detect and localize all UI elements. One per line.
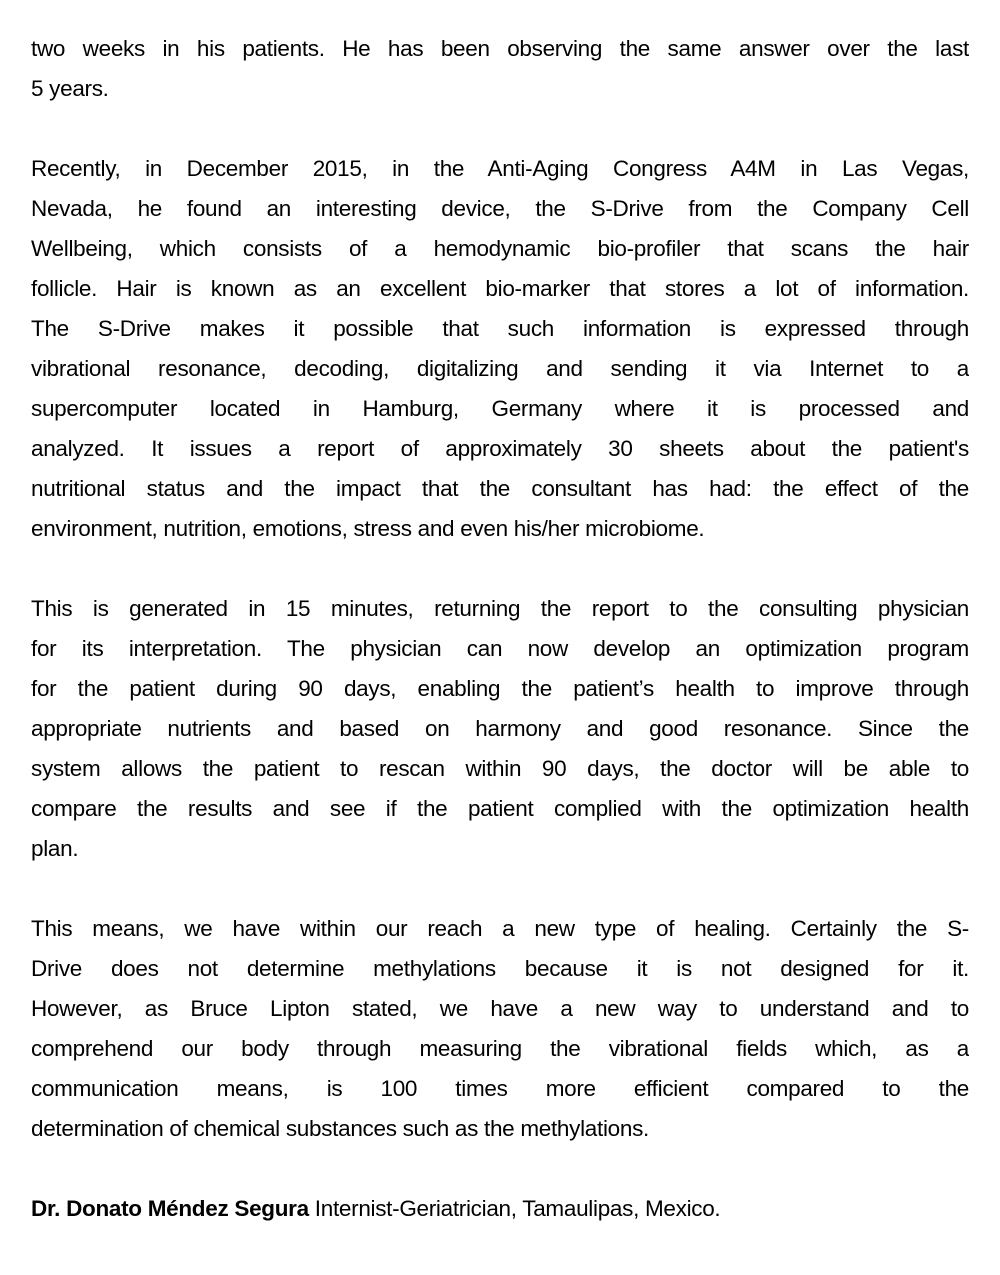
text-line: Wellbeing, which consists of a hemodynamic bio-profiler that scans the hair [31,236,969,261]
paragraph-new-healing [31,909,969,1149]
text-line: The S-Drive makes it possible that such information is expressed through [31,316,969,341]
paragraph-report-generation [31,589,969,869]
text-line: plan. [31,836,79,861]
text-line: determination of chemical substances such as the methylations. [31,1116,649,1141]
author-name: Dr. Donato Méndez Segura [31,1196,309,1221]
text-line: for its interpretation. The physician can now develop an optimization program [31,636,969,661]
text-line: analyzed. It issues a report of approximately 30 sheets about the patient's [31,436,969,461]
text-line: This is generated in 15 minutes, returning the report to the consulting physician [31,596,969,621]
document-page [31,29,969,1229]
text-line: Drive does not determine methylations because it is not designed for it. [31,956,969,981]
author-credentials: Internist-Geriatrician, Tamaulipas, Mexico. [308,1196,721,1221]
text-line: However, as Bruce Lipton stated, we have a new way to understand and to [31,996,969,1021]
text-line: compare the results and see if the patient complied with the optimization health [31,796,969,821]
text-line: nutritional status and the impact that the consultant has had: the effect of the [31,476,969,501]
text-line: comprehend our body through measuring the vibrational fields which, as a [31,1036,969,1061]
text-line: Nevada, he found an interesting device, the S-Drive from the Company Cell [31,196,969,221]
text-line: environment, nutrition, emotions, stress and even his/her microbiome. [31,516,705,541]
text-line: 5 years. [31,76,109,101]
text-line: two weeks in his patients. He has been observing the same answer over the last [31,36,969,61]
text-line: communication means, is 100 times more efficient compared to the [31,1076,969,1101]
text-line: Recently, in December 2015, in the Anti-Aging Congress A4M in Las Vegas, [31,156,969,181]
text-line: for the patient during 90 days, enabling the patient’s health to improve through [31,676,969,701]
author-signature [31,1189,969,1229]
text-line: follicle. Hair is known as an excellent bio-marker that stores a lot of information. [31,276,969,301]
paragraph-intro-continuation [31,29,969,109]
paragraph-s-drive-discovery [31,149,969,549]
text-line: This means, we have within our reach a new type of healing. Certainly the S- [31,916,969,941]
text-line: supercomputer located in Hamburg, Germany where it is processed and [31,396,969,421]
text-line: vibrational resonance, decoding, digitalizing and sending it via Internet to a [31,356,969,381]
text-line: appropriate nutrients and based on harmony and good resonance. Since the [31,716,969,741]
text-line: system allows the patient to rescan within 90 days, the doctor will be able to [31,756,969,781]
